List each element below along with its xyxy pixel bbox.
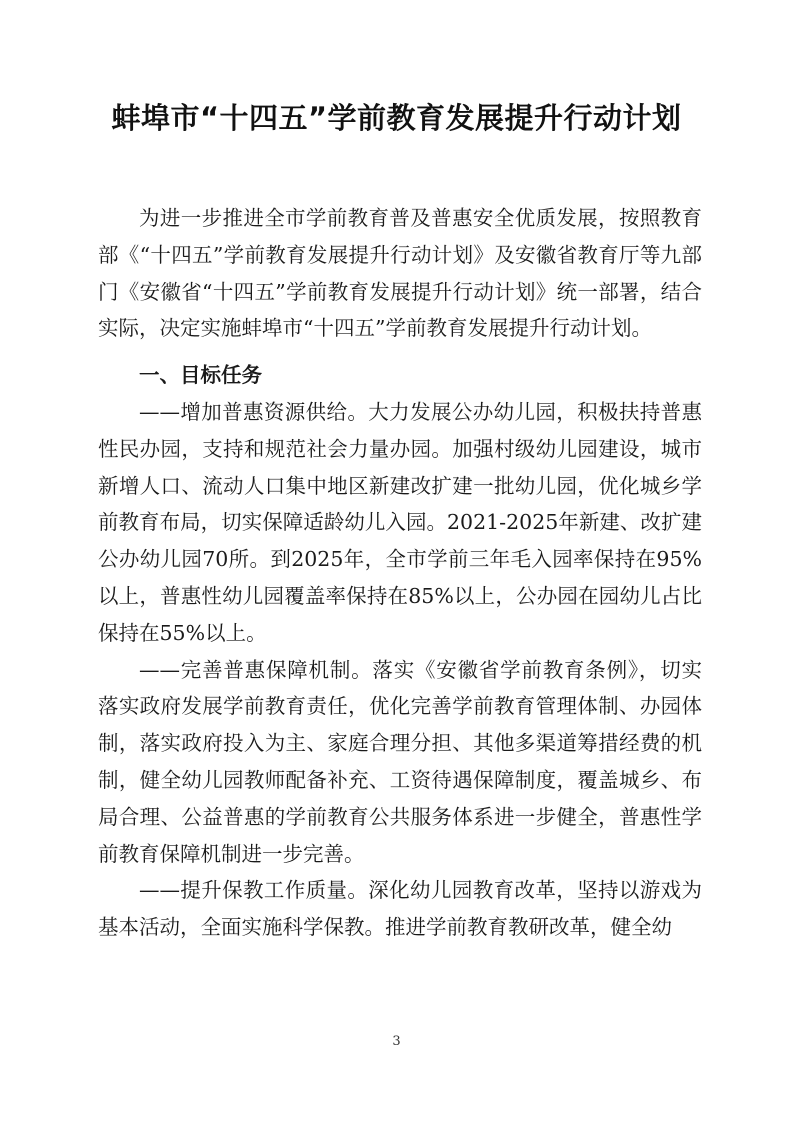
document-title: 蚌埠市“十四五”学前教育发展提升行动计划 [111,101,682,135]
section-heading: 一、目标任务 [139,363,262,388]
paragraph-guarantee-mechanism: ——完善普惠保障机制。落实《安徽省学前教育条例》，切实落实政府发展学前教育责任，优化完善学前教育管理体制、办园体制，落实政府投入为主、家庭合理分担、其他多渠道筹措经费的机制，健全幼儿园教师配备补充、工资待遇保障制度，覆盖城乡、布局合理、公益普惠的学前教育公共服务体系进一步健全，普惠性学前教育保障机制进一步完善。 [98,657,702,866]
paragraph-quality-improvement: ——提升保教工作质量。深化幼儿园教育改革，坚持以游戏为基本活动，全面实施科学保教。推进学前教育教研改革，健全幼 [98,878,702,940]
page-number: 3 [392,1034,401,1049]
document-body [98,200,702,946]
paragraph-spacer [98,347,702,357]
paragraph-resource-supply: ——增加普惠资源供给。大力发展公办幼儿园，积极扶持普惠性民办园，支持和规范社会力量办园。加强村级幼儿园建设，城市新增人口、流动人口集中地区新建改扩建一批幼儿园，优化城乡学前教育布局，切实保障适龄幼儿入园。2021-2025年新建、改扩建公办幼儿园70所。到2025年，全市学前三年毛入园率保持在95%以上，普惠性幼儿园覆盖率保持在85%以上，公办园在园幼儿占比保持在55%以上。 [98,399,702,645]
intro-paragraph: 为进一步推进全市学前教育普及普惠安全优质发展，按照教育部《“十四五”学前教育发展提升行动计划》及安徽省教育厅等九部门《安徽省“十四五”学前教育发展提升行动计划》统一部署，结合实际，决定实施蚌埠市“十四五”学前教育发展提升行动计划。 [98,206,702,341]
